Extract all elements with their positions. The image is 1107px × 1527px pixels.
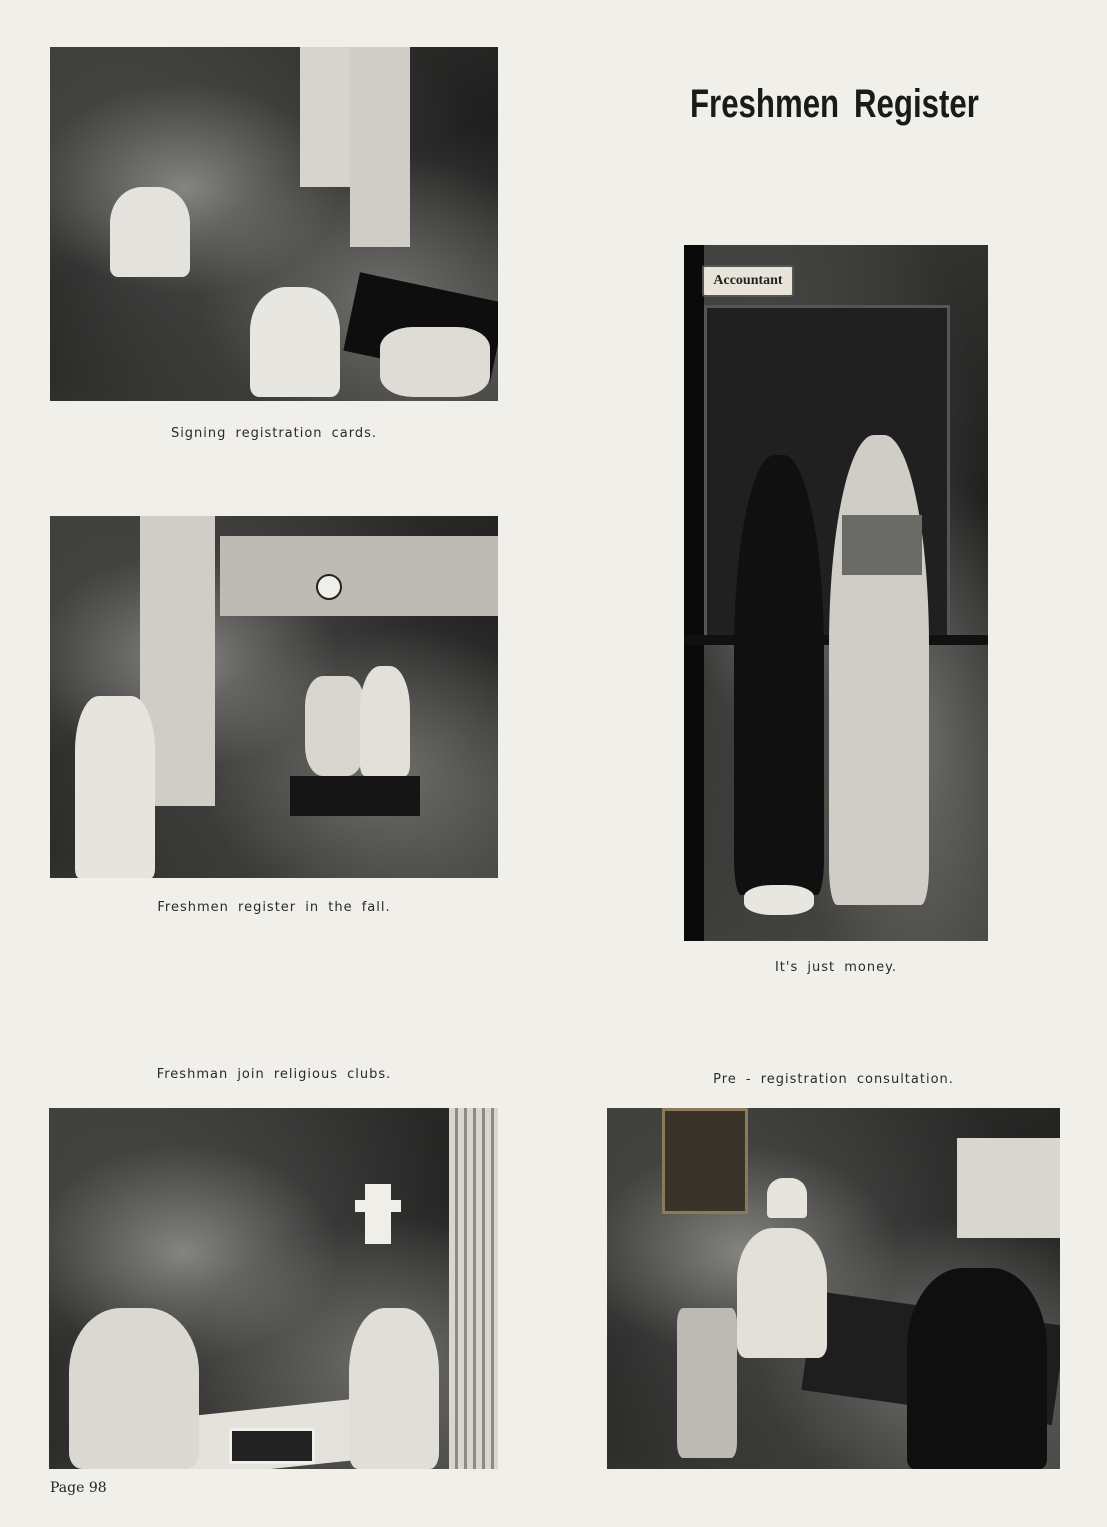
- caption-freshmen-register-fall: Freshmen register in the fall.: [157, 900, 391, 915]
- caption-religious-clubs: Freshman join religious clubs.: [156, 1067, 392, 1082]
- photo-religious-clubs: [49, 1108, 498, 1469]
- photo-freshmen-register-fall: [50, 516, 498, 878]
- caption-signing-registration-cards: Signing registration cards.: [170, 426, 378, 441]
- page-title: Freshmen Register: [690, 82, 979, 126]
- photo-pre-registration-consultation: [607, 1108, 1060, 1469]
- photo-signing-registration-cards: [50, 47, 498, 401]
- photo-accountant-window: [684, 245, 988, 941]
- accountant-sign: Accountant: [702, 265, 794, 297]
- caption-its-just-money: It's just money.: [774, 960, 898, 975]
- page-number: Page 98: [50, 1480, 107, 1496]
- caption-pre-registration: Pre - registration consultation.: [713, 1072, 954, 1087]
